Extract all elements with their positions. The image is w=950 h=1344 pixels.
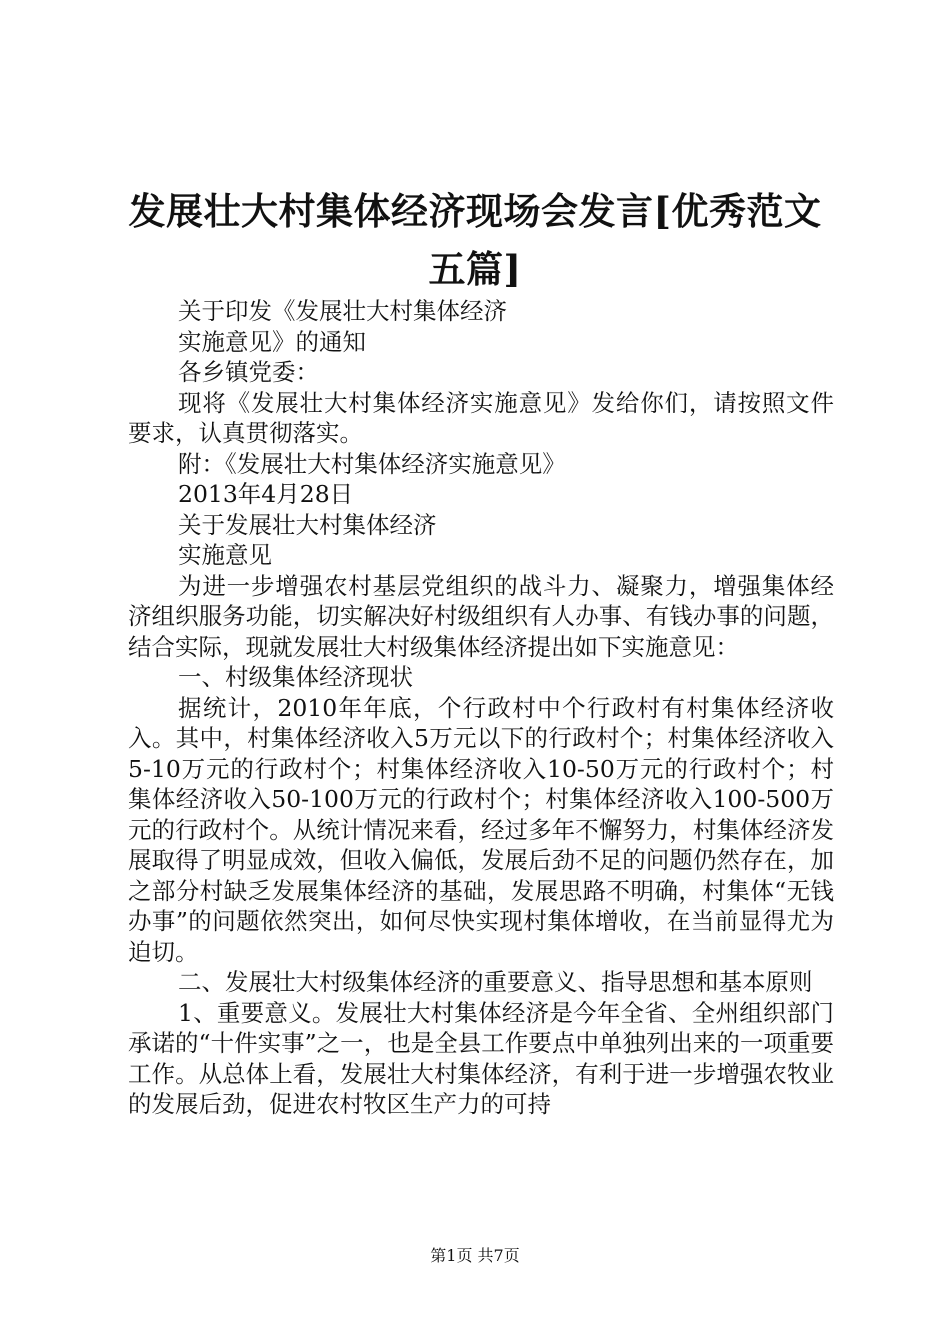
paragraph: 关于印发《发展壮大村集体经济 [178,297,507,325]
section-heading: 二、发展壮大村级集体经济的重要意义、指导思想和基本原则 [178,968,813,996]
paragraph: 附：《发展壮大村集体经济实施意见》 [178,449,566,478]
paragraph: 关于发展壮大村集体经济 [178,510,437,539]
paragraph: 实施意见 [178,541,272,569]
document-title: 发展壮大村集体经济现场会发言[优秀范文五篇] [128,189,822,291]
paragraph: 2013年4月28日 [178,480,354,508]
paragraph: 据统计，2010年年底，个行政村中个行政村有村集体经济收入。其中，村集体经济收入5万元以下的行政村个；村集体经济收入5-10万元的行政村个；村集体经济收入10-50万元的行政村个；村集体经济收入50-100万元的行政村个；村集体经济收入100-500万元的行政村个。从统计情况来看，经过多年不懈努力，村集体经济发展取得了明显成效，但收入偏低，发展后劲不足的问题仍然存在，加之部分村缺乏发展集体经济的基础，发展思路不明确，村集体“无钱办事”的问题依然突出，如何尽快实现村集体增收，在当前显得尤为迫切。 [128,693,834,966]
paragraph: 为进一步增强农村基层党组织的战斗力、凝聚力，增强集体经济组织服务功能，切实解决好村级组织有人办事、有钱办事的问题，结合实际，现就发展壮大村级集体经济提出如下实施意见： [128,571,834,661]
paragraph: 现将《发展壮大村集体经济实施意见》发给你们，请按照文件要求，认真贯彻落实。 [128,388,834,447]
paragraph: 实施意见》的通知 [178,327,366,356]
document-body [128,296,834,1120]
paragraph: 1、重要意义。发展壮大村集体经济是今年全省、全州组织部门承诺的“十件实事”之一，也是全县工作要点中单独列出来的一项重要工作。从总体上看，发展壮大村集体经济，有利于进一步增强农牧业的发展后劲，促进农村牧区生产力的可持 [128,998,834,1118]
paragraph: 各乡镇党委： [178,358,319,386]
page-number-footer: 第1页 共7页 [430,1246,520,1265]
section-heading: 一、村级集体经济现状 [178,663,413,691]
